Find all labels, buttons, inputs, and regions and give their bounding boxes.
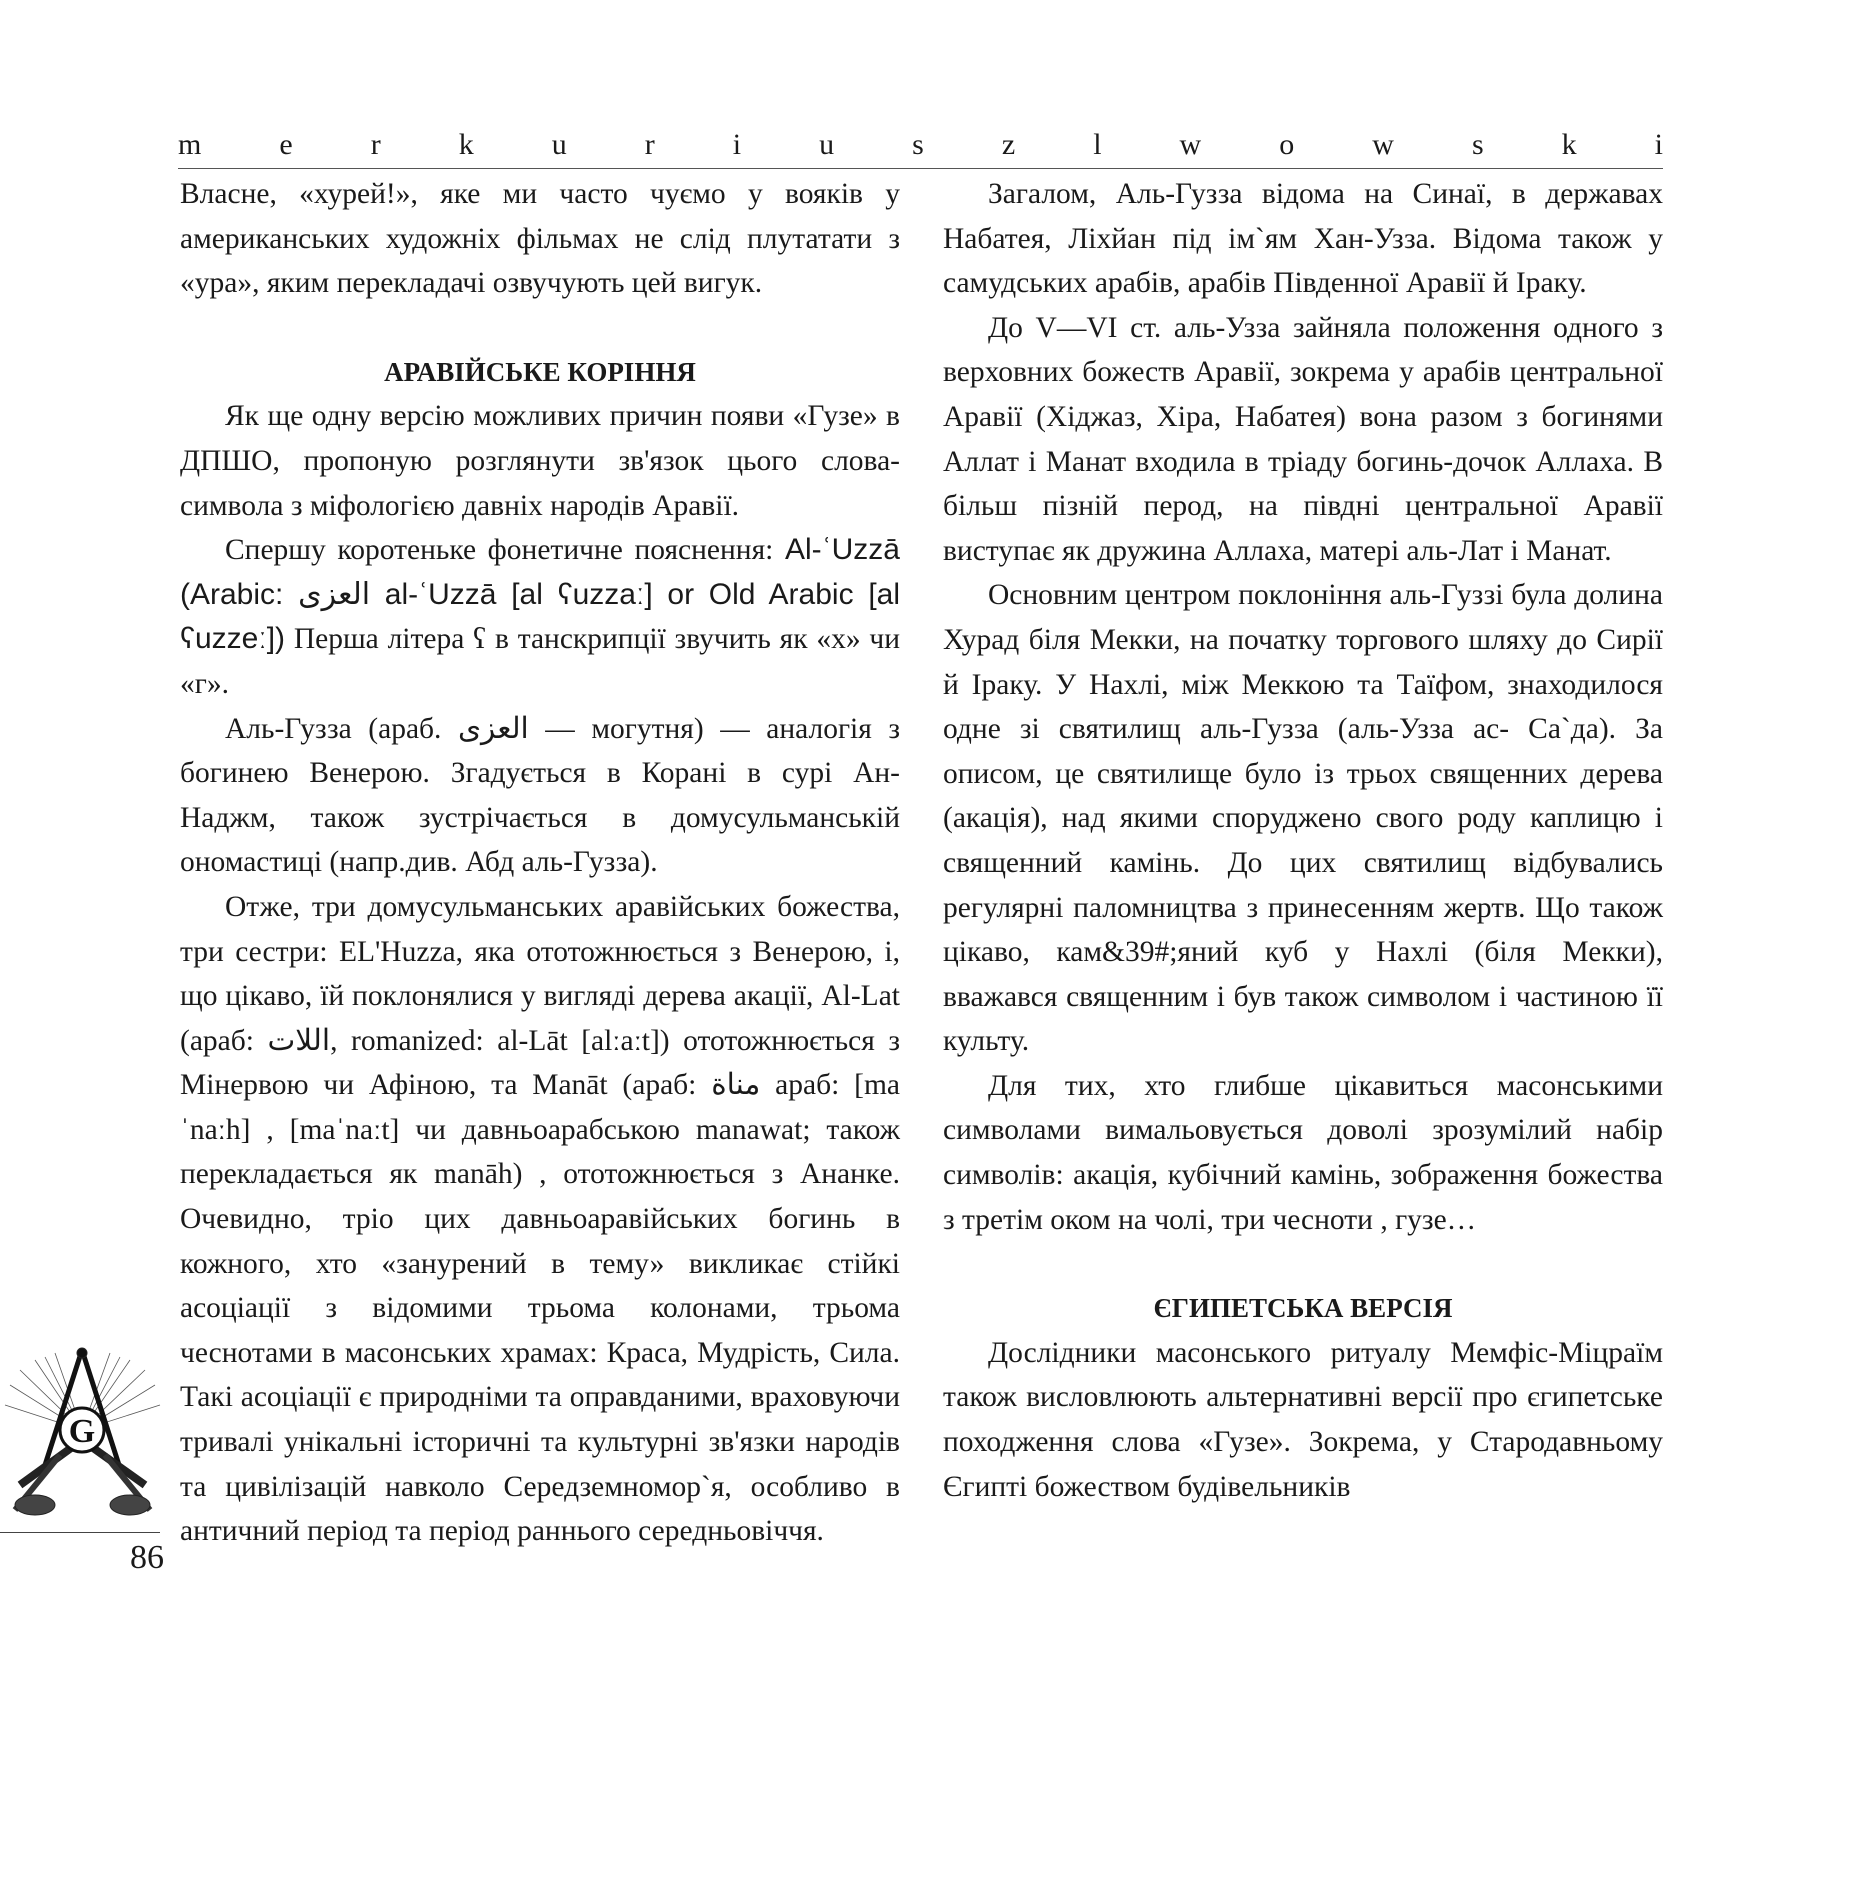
running-header-title [178,128,1663,162]
header-letter: u [819,128,835,161]
paragraph: Аль-Гузза (араб. العزى — могутня) — аналогія з богинею Венерою. Згадується в Корані в сурі Ан-Наджм, також зустрічається в домусульманській ономастиці (напр.див. Абд аль-Гузза). [180,712,901,879]
paragraph: Як ще одну версію можливих причин появи «Гузе» в ДПШО, пропоную розглянути зв'язок цього слова-символа з міфологією давніх народів Аравії. [180,400,900,522]
paragraph: Основним центром поклоніння аль-Гуззі була долина Хурад біля Мекки, на початку торгового шляху до Сирії й Іраку. У Нахлі, між Меккою та Таїфом, знаходилося одне зі святилищ аль-Гузза (аль-Узза ас- Са`да). За описом, це святилище було із трьох священних дерева (акація), над якими споруджено свого роду каплицю і священний камінь. До цих святилищ відбувались регулярні паломництва з принесенням жертв. Що також цікаво, кам&39#;яний куб у Нахлі (біля Мекки), вважався священним і був також символом і частиною її культу. [943,579,1663,1058]
right-column [943,172,1663,1509]
header-letter: i [732,128,742,161]
header-letter: k [458,128,474,161]
header-letter: e [279,128,293,161]
header-letter: s [1471,128,1484,161]
footer-rule [0,1532,160,1533]
header-letter: l [1093,128,1102,161]
paragraph: Дослідники масонського ритуалу Мемфіс-Міцраїм також висловлюють альтернативні версії про єгипетське походження слова «Гузе». Зокрема, у Стародавньому Єгипті божеством будівельників [943,1336,1663,1503]
paragraph [180,528,900,706]
header-letter: z [1001,128,1016,161]
emblem-letter: G [68,1413,96,1450]
transliteration-text: Al-ʿUzzā (Arabic: العزى al-ʿUzzā [al ʕuzzaː] or Old Arabic [al ʕuzzeː]) [180,533,900,656]
paragraph: Загалом, Аль-Гузза відома на Синаї, в державах Набатея, Ліхйан під ім`ям Хан-Узза. Відома також у самудських арабів, арабів Південної Аравії й Іраку. [943,178,1663,300]
header-letter: r [370,128,381,161]
paragraph: Для тих, хто глибше цікавиться масонськими символами вимальовується доволі зрозумілий набір символів: акація, кубічний камінь, зображення божества з третім оком на чолі, три чесноти , гузе… [943,1069,1663,1236]
masonic-square-compass-icon [0,1345,165,1525]
header-letter: i [1654,128,1663,161]
header-letter: u [551,128,567,161]
paragraph: Власне, «хурей!», яке ми часто чуємо у вояків у американських художніх фільмах не слід плутатати з «ура», яким перекладачі озвучують цей вигук. [180,178,900,300]
left-column [180,172,900,1554]
header-letter: k [1561,128,1577,161]
section-heading-egyptian-version: ЄГИПЕТСЬКА ВЕРСІЯ [1153,1293,1453,1324]
section-heading-arabian-roots: АРАВІЙСЬКЕ КОРІННЯ [384,356,696,387]
paragraph-text: Перша літера ʕ в танскрипції звучить як «х» чи «г». [180,623,900,700]
paragraph: До V—VI ст. аль-Узза зайняла положення одного з верховних божеств Аравії, зокрема у арабів центральної Аравії (Хіджаз, Хіра, Набатея) вона разом з богинями Аллат і Манат входила в тріаду богинь-дочок Аллаха. В більш пізній перод, на півдні центральної Аравії виступає як дружина Аллаха, матері аль-Лат і Манат. [943,311,1663,567]
header-letter: s [912,128,924,161]
running-header [178,128,1663,169]
page-number: 86 [130,1539,164,1576]
header-letter: w [1372,128,1394,161]
paragraph: Отже, три домусульманських аравійських божества, три сестри: EL'Huzza, яка ототожнюється з Венерою, і, що цікаво, їй поклонялися у вигляді дерева акації, Al-Lat (араб: اللات, romanized: al-Lāt [alːaːt]) ототожнюється з Мінервою чи Афіною, та Manāt (араб: مناة араб: [maˈnaːh] , [maˈnaːt] чи давньоарабською manawat; також перекладається як manāh) , ототожнюється з Ананке. Очевидно, тріо цих давньоаравійських богинь в кожного, хто «занурений в тему» викликає стійкі асоціації з відомими трьома колонами, трьома чеснотами в масонських храмах: Краса, Мудрість, Сила. Такі асоціації є природніми та оправданими, враховуючи тривалі унікальні історичні та культурні зв'язки народів та цивілізацій навколо Середземномор`я, особливо в античний період та період раннього середньовіччя. [180,890,900,1548]
header-letter: r [644,128,655,161]
header-letter: m [178,128,202,161]
header-letter: w [1179,128,1202,161]
header-letter: o [1279,128,1295,161]
paragraph-text: Спершу коротеньке фонетичне пояснення: [225,534,785,567]
